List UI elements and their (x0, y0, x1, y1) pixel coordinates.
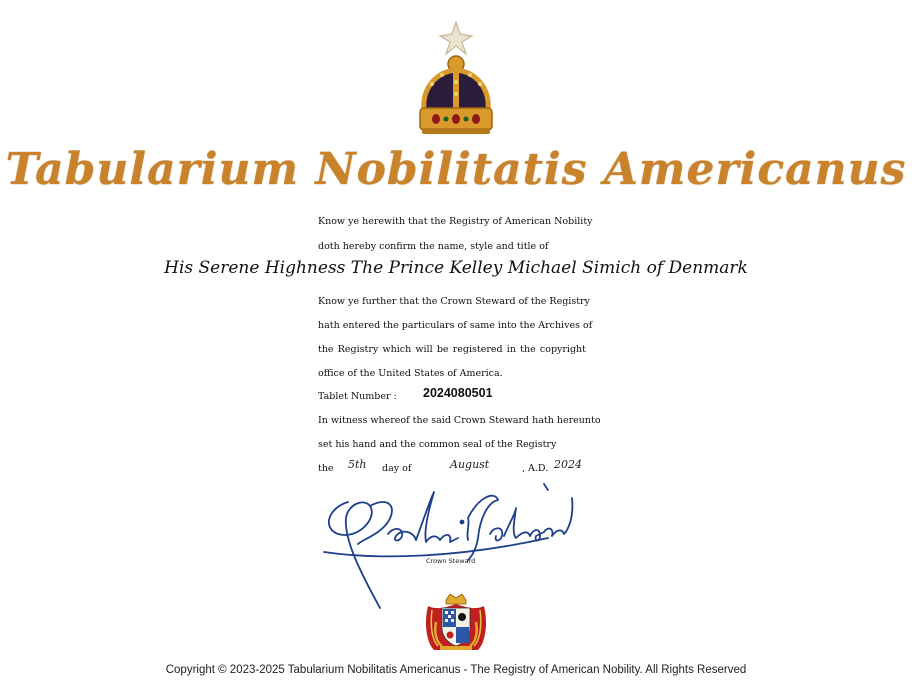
crown-icon (402, 18, 510, 146)
date-dayof-label: day of (382, 463, 412, 474)
tablet-label: Tablet Number : (318, 391, 397, 402)
copyright-footer: Copyright © 2023-2025 Tabularium Nobilitatis Americanus - The Registry of American Nobility. All Rights Reserved (165, 664, 747, 676)
date-ad-label: , A.D. (522, 463, 549, 474)
tablet-number: 2024080501 (423, 386, 493, 400)
intro-line: Know ye herewith that the Registry of American Nobility (318, 216, 593, 227)
further-line: Know ye further that the Crown Steward of the Registry (318, 296, 590, 307)
seal-line: set his hand and the common seal of the Registry (318, 439, 557, 450)
coat-of-arms-icon (420, 592, 492, 654)
date-the-label: the (318, 463, 334, 474)
date-month: August (450, 458, 490, 471)
date-year: 2024 (554, 458, 582, 471)
registered-line: the Registry which will be registered in the copyright (318, 344, 586, 355)
registry-title: Tabularium Nobilitatis Americanus (5, 144, 907, 195)
honoree-name: His Serene Highness The Prince Kelley Michael Simich of Denmark (164, 258, 748, 278)
witness-line: In witness whereof the said Crown Steward hath hereunto (318, 415, 601, 426)
archives-line: hath entered the particulars of same into the Archives of (318, 320, 593, 331)
confirm-line: doth hereby confirm the name, style and title of (318, 241, 549, 252)
crown-steward-label: Crown Steward (426, 557, 476, 565)
office-line: office of the United States of America. (318, 368, 503, 379)
date-day: 5th (348, 458, 367, 471)
